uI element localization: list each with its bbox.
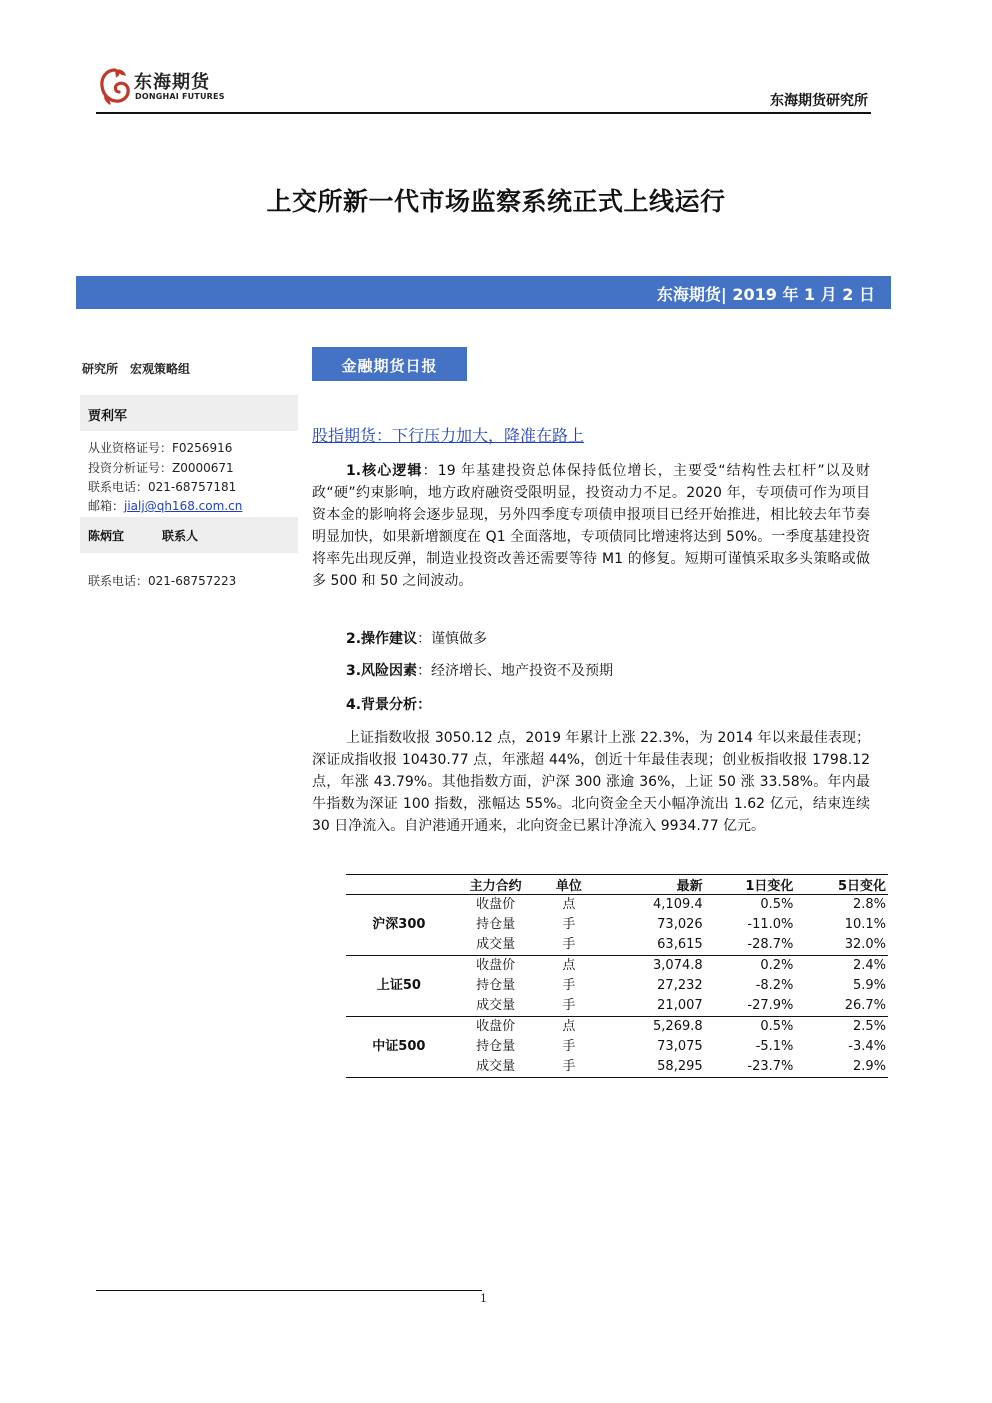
contact-name: 陈炳宜 <box>88 529 125 543</box>
cell-latest: 27,232 <box>657 978 703 993</box>
core-logic-paragraph <box>312 460 870 592</box>
cell-item: 收盘价 <box>476 958 516 973</box>
cell-1d: -8.2% <box>755 978 794 993</box>
index-name: 沪深300 <box>346 895 452 956</box>
contact-box <box>80 517 298 553</box>
risk-factors-paragraph <box>346 660 866 682</box>
header-1d-change: 1日变化 <box>705 875 796 895</box>
core-logic-text: ：19 年基建投资总体保持低位增长，主要受“结构性去杠杆”以及财政“硬”约束影响，地方政府融资受限明显，投资动力不足。2020 年，专项债可作为项目资本金的影响将会逐步显现，另外四季度专项债申报项目已经开始推进，相比较去年节奏明显加快，如果新增额度在 Q1 全面落地，专项债同比增速将达到 50%。一季度基建投资将率先出现反弹，制造业投资改善还需要等待 M1 的修复。短期可谨慎采取多头策略或做多 500 和 50 之间波动。 <box>312 463 870 589</box>
department-label: 研究所 宏观策略组 <box>82 362 191 376</box>
cell-1d: 0.2% <box>760 958 794 973</box>
cell-latest: 5,269.8 <box>653 1019 703 1034</box>
cell-unit: 手 <box>540 935 599 956</box>
index-name: 上证50 <box>346 956 452 1017</box>
cell-1d: -5.1% <box>755 1039 794 1054</box>
cell-1d: -27.9% <box>705 996 796 1017</box>
cell-1d: -28.7% <box>705 935 796 956</box>
cell-unit: 手 <box>540 1057 599 1078</box>
cell-1d: 0.5% <box>760 897 794 912</box>
index-name: 中证500 <box>346 1017 452 1078</box>
institute-name: 东海期货研究所 <box>770 93 868 109</box>
futures-data-table <box>346 874 888 1078</box>
cell-5d: 2.8% <box>852 897 886 912</box>
cell-latest: 58,295 <box>598 1057 704 1078</box>
section-heading[interactable]: 股指期货：下行压力加大，降准在路上 <box>312 426 585 445</box>
cell-5d: 5.9% <box>852 978 886 993</box>
cell-item: 持仓量 <box>476 917 516 932</box>
header-latest: 最新 <box>598 875 704 895</box>
report-type-label: 金融期货日报 <box>341 357 438 375</box>
author-phone: 联系电话：021-68757181 <box>88 480 237 494</box>
table-row <box>346 1017 888 1038</box>
cell-5d: 32.0% <box>795 935 888 956</box>
qualification-number: 从业资格证号：F0256916 <box>88 441 233 455</box>
author-box <box>80 395 298 431</box>
cell-latest: 73,075 <box>657 1039 703 1054</box>
risk-factors-text: ：经济增长、地产投资不及预期 <box>417 663 614 679</box>
cell-latest: 4,109.4 <box>653 897 703 912</box>
header-divider <box>96 112 871 114</box>
company-logo <box>98 66 228 108</box>
contact-role: 联系人 <box>162 529 199 543</box>
contact-phone: 联系电话：021-68757223 <box>88 574 237 588</box>
banner-date-text: 东海期货| 2019 年 1 月 2 日 <box>656 285 875 304</box>
report-type-tag <box>312 347 467 381</box>
author-name: 贾利军 <box>88 409 128 424</box>
cell-item: 成交量 <box>452 1057 540 1078</box>
analyst-number: 投资分析证号：Z0000671 <box>88 461 234 475</box>
cell-item: 收盘价 <box>476 897 516 912</box>
cell-5d: 10.1% <box>844 917 886 932</box>
cell-item: 成交量 <box>452 935 540 956</box>
cell-unit: 点 <box>562 958 576 973</box>
footer-divider <box>96 1290 482 1291</box>
cell-latest: 73,026 <box>657 917 703 932</box>
operation-advice-label: 2.操作建议 <box>346 631 418 647</box>
email-link[interactable]: jialj@qh168.com.cn <box>124 499 243 513</box>
header-unit: 单位 <box>540 875 599 895</box>
cell-unit: 手 <box>562 978 576 993</box>
author-email-line <box>88 497 242 514</box>
cell-unit: 点 <box>562 897 576 912</box>
cell-1d: -11.0% <box>747 917 794 932</box>
page-number: 1 <box>480 1292 487 1305</box>
page-title: 上交所新一代市场监察系统正式上线运行 <box>266 187 726 216</box>
date-banner <box>76 276 891 309</box>
dragon-logo-icon <box>98 66 132 106</box>
cell-latest: 21,007 <box>598 996 704 1017</box>
cell-5d: 2.9% <box>795 1057 888 1078</box>
cell-5d: 2.4% <box>852 958 886 973</box>
core-logic-label: 1.核心逻辑 <box>346 463 423 479</box>
risk-factors-label: 3.风险因素 <box>346 663 418 679</box>
cell-item: 成交量 <box>452 996 540 1017</box>
operation-advice-text: ：谨慎做多 <box>417 631 488 647</box>
logo-english-text: DONGHAI FUTURES <box>135 92 225 101</box>
background-heading <box>346 694 866 716</box>
table-row <box>346 956 888 977</box>
cell-1d: -23.7% <box>705 1057 796 1078</box>
background-colon: ： <box>417 697 432 713</box>
header-index <box>346 875 452 895</box>
cell-latest: 63,615 <box>598 935 704 956</box>
background-label: 4.背景分析 <box>346 697 418 713</box>
background-paragraph: 上证指数收报 3050.12 点，2019 年累计上涨 22.3%，为 2014 年以来最佳表现；深证成指收报 10430.77 点，年涨超 44%，创近十年最佳表现；创业板指收报 1798.12 点，年涨 43.79%。其他指数方面，沪深 300 涨逾 36%，上证 50 涨 33.58%。年内最牛指数为深证 100 指数，涨幅达 55%。北向资金全天小幅净流出 1.62 亿元，结束连续 30 日净流入。自沪港通开通来，北向资金已累计净流入 9934.77 亿元。 <box>312 730 870 834</box>
header-contract: 主力合约 <box>452 875 540 895</box>
table-row <box>346 895 888 916</box>
cell-5d: -3.4% <box>848 1039 886 1054</box>
logo-chinese-text: 东海期货 <box>134 72 210 93</box>
table-header-row <box>346 875 888 895</box>
cell-item: 收盘价 <box>476 1019 516 1034</box>
cell-unit: 手 <box>562 1039 576 1054</box>
cell-unit: 手 <box>562 917 576 932</box>
header-5d-change: 5日变化 <box>795 875 888 895</box>
cell-unit: 手 <box>540 996 599 1017</box>
cell-latest: 3,074.8 <box>653 958 703 973</box>
cell-1d: 0.5% <box>760 1019 794 1034</box>
cell-5d: 2.5% <box>852 1019 886 1034</box>
cell-item: 持仓量 <box>476 978 516 993</box>
cell-unit: 点 <box>562 1019 576 1034</box>
operation-advice-paragraph <box>346 628 866 650</box>
cell-item: 持仓量 <box>476 1039 516 1054</box>
cell-5d: 26.7% <box>795 996 888 1017</box>
email-label: 邮箱： <box>88 499 125 513</box>
